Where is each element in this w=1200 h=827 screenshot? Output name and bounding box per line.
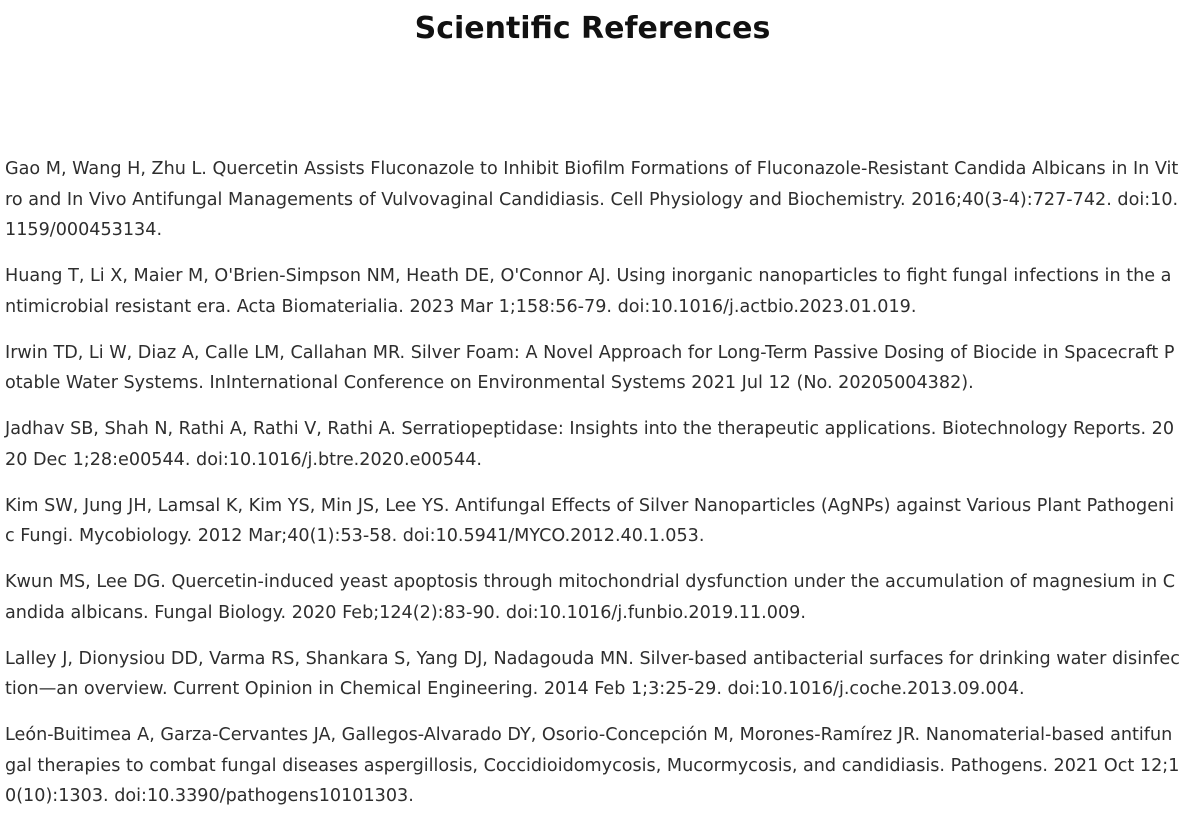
reference-item: Kwun MS, Lee DG. Quercetin-induced yeast apoptosis through mitochondrial dysfunction under the accumulation of magnesium in Candida albicans. Fungal Biology. 2020 Feb;124(2):83-90. doi:10.1016/j.funbio.2019.11.009. (5, 572, 1176, 623)
reference-item: Irwin TD, Li W, Diaz A, Calle LM, Callahan MR. Silver Foam: A Novel Approach for Long-Term Passive Dosing of Biocide in Spacecraft Potable Water Systems. InInternational Conference on Environmental Systems 2021 Jul 12 (No. 20205004382). (5, 342, 1175, 393)
reference-item: León-Buitimea A, Garza-Cervantes JA, Gallegos-Alvarado DY, Osorio-Concepción M, Morones-Ramírez JR. Nanomaterial-based antifungal therapies to combat fungal diseases aspergillosis, Coccidioidomycosis, Mucormycosis, and candidiasis. Pathogens. 2021 Oct 12;10(10):1303. doi:10.3390/pathogens10101303. (5, 725, 1180, 806)
page-title: Scientific References (414, 11, 771, 46)
reference-list (5, 154, 1182, 827)
reference-item: Huang T, Li X, Maier M, O'Brien-Simpson NM, Heath DE, O'Connor AJ. Using inorganic nanoparticles to fight fungal infections in the antimicrobial resistant era. Acta Biomaterialia. 2023 Mar 1;158:56-79. doi:10.1016/j.actbio.2023.01.019. (5, 266, 1172, 317)
reference-item: Gao M, Wang H, Zhu L. Quercetin Assists Fluconazole to Inhibit Biofilm Formations of Fluconazole-Resistant Candida Albicans in In Vitro and In Vivo Antifungal Managements of Vulvovaginal Candidiasis. Cell Physiology and Biochemistry. 2016;40(3-4):727-742. doi:10.1159/000453134. (5, 159, 1179, 240)
reference-item: Jadhav SB, Shah N, Rathi A, Rathi V, Rathi A. Serratiopeptidase: Insights into the therapeutic applications. Biotechnology Reports. 2020 Dec 1;28:e00544. doi:10.1016/j.btre.2020.e00544. (5, 419, 1175, 470)
reference-item: Lalley J, Dionysiou DD, Varma RS, Shankara S, Yang DJ, Nadagouda MN. Silver-based antibacterial surfaces for drinking water disinfection—an overview. Current Opinion in Chemical Engineering. 2014 Feb 1;3:25-29. doi:10.1016/j.coche.2013.09.004. (5, 648, 1180, 699)
reference-item: Kim SW, Jung JH, Lamsal K, Kim YS, Min JS, Lee YS. Antifungal Effects of Silver Nanoparticles (AgNPs) against Various Plant Pathogenic Fungi. Mycobiology. 2012 Mar;40(1):53-58. doi:10.5941/MYCO.2012.40.1.053. (5, 495, 1175, 546)
